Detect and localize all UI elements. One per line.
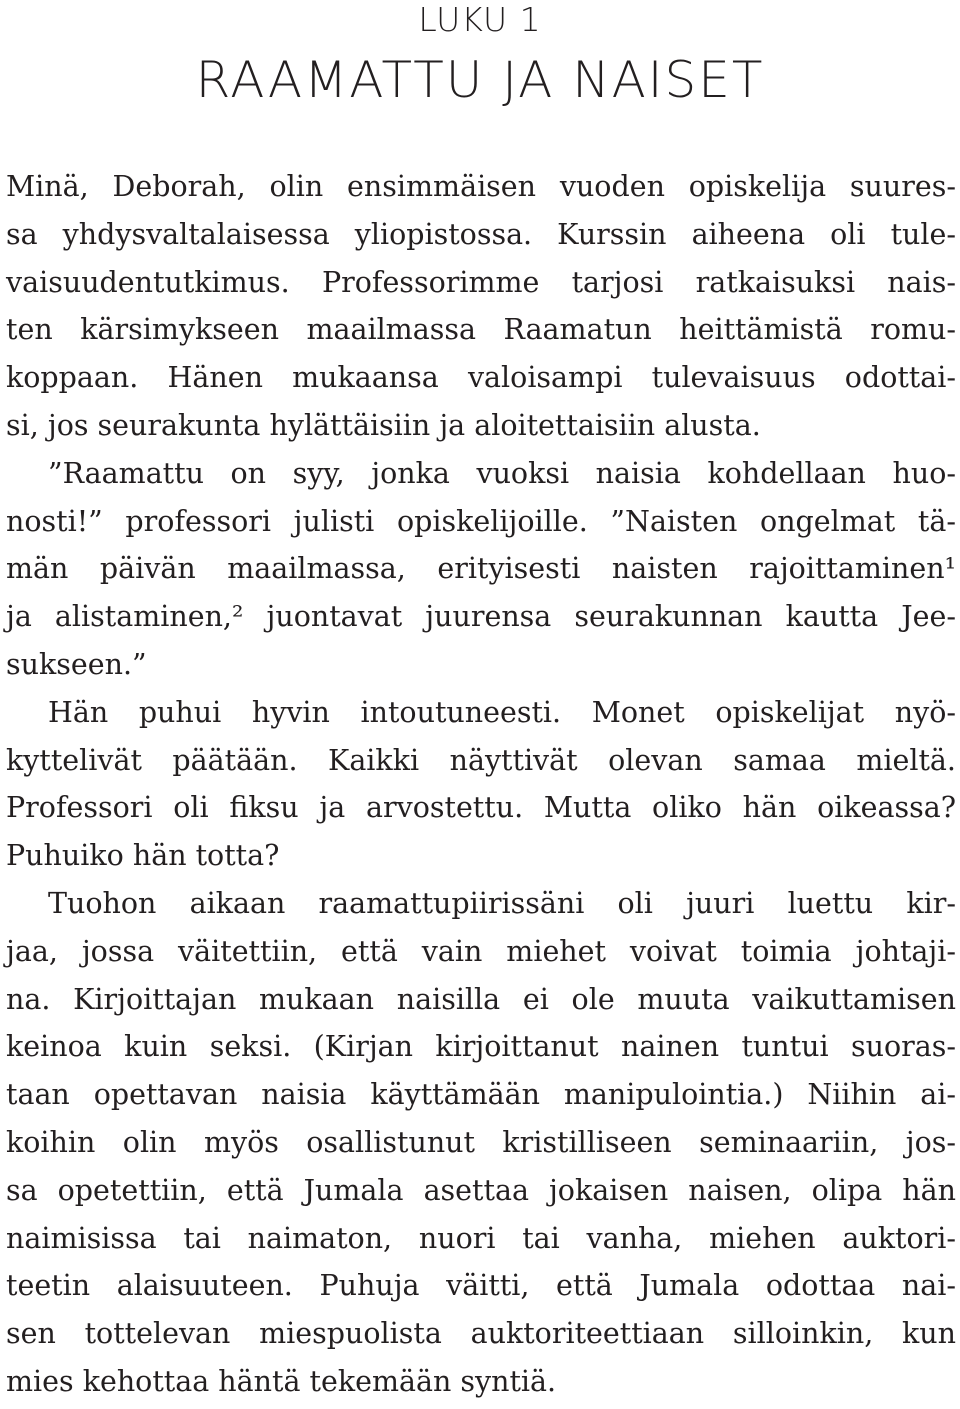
text-line: Hän puhui hyvin intoutuneesti. Monet opiskelijat nyö- [48,695,956,729]
text-line: sen tottelevan miespuolista auktoriteettiaan silloinkin, kun [6,1317,956,1351]
text-line: ja alistaminen,² juontavat juurensa seurakunnan kautta Jee- [6,600,956,634]
text-line: koihin olin myös osallistunut kristilliseen seminaariin, jos- [6,1125,956,1159]
text-line: koppaan. Hänen mukaansa valoisampi tulevaisuus odottai- [6,361,956,395]
text-line: teetin alaisuuteen. Puhuja väitti, että Jumala odottaa nai- [6,1269,956,1303]
text-line: jaa, jossa väitettiin, että vain miehet voivat toimia johtaji- [6,934,956,968]
text-line: taan opettavan naisia käyttämään manipulointia.) Niihin ai- [6,1078,956,1112]
text-line: sa yhdysvaltalaisessa yliopistossa. Kurssin aiheena oli tule- [6,217,956,251]
chapter-label: LUKU 1 [418,0,542,39]
text-line: Minä, Deborah, olin ensimmäisen vuoden opiskelija suures- [6,170,956,203]
text-line: vaisuudentutkimus. Professorimme tarjosi ratkaisuksi nais- [6,265,956,299]
text-line: naimisissa tai naimaton, nuori tai vanha, miehen auktori- [6,1221,956,1255]
text-line: Puhuiko hän totta? [6,839,280,873]
text-line: keinoa kuin seksi. (Kirjan kirjoittanut nainen tuntui suoras- [6,1030,956,1064]
text-line: Tuohon aikaan raamattupiirissäni oli juuri luettu kir- [48,886,956,920]
text-line: män päivän maailmassa, erityisesti naisten rajoittaminen¹ [6,552,956,586]
text-line: mies kehottaa häntä tekemään syntiä. [6,1364,557,1398]
text-line: nosti!” professori julisti opiskelijoille. ”Naisten ongelmat tä- [6,504,956,538]
body-text [6,163,956,1406]
chapter-title: RAAMATTU JA NAISET [195,51,765,109]
text-line: sa opetettiin, että Jumala asettaa jokaisen naisen, olipa hän [6,1173,956,1207]
text-line: ”Raamattu on syy, jonka vuoksi naisia kohdellaan huo- [48,456,956,490]
text-line: sukseen.” [6,647,147,681]
text-line: si, jos seurakunta hylättäisiin ja aloitettaisiin alusta. [6,408,761,442]
text-line: ten kärsimykseen maailmassa Raamatun heittämistä romu- [6,313,956,347]
text-line: kyttelivät päätään. Kaikki näyttivät olevan samaa mieltä. [6,743,956,777]
text-line: Professori oli fiksu ja arvostettu. Mutta oliko hän oikeassa? [6,791,956,825]
text-line: na. Kirjoittajan mukaan naisilla ei ole muuta vaikuttamisen [6,982,956,1016]
